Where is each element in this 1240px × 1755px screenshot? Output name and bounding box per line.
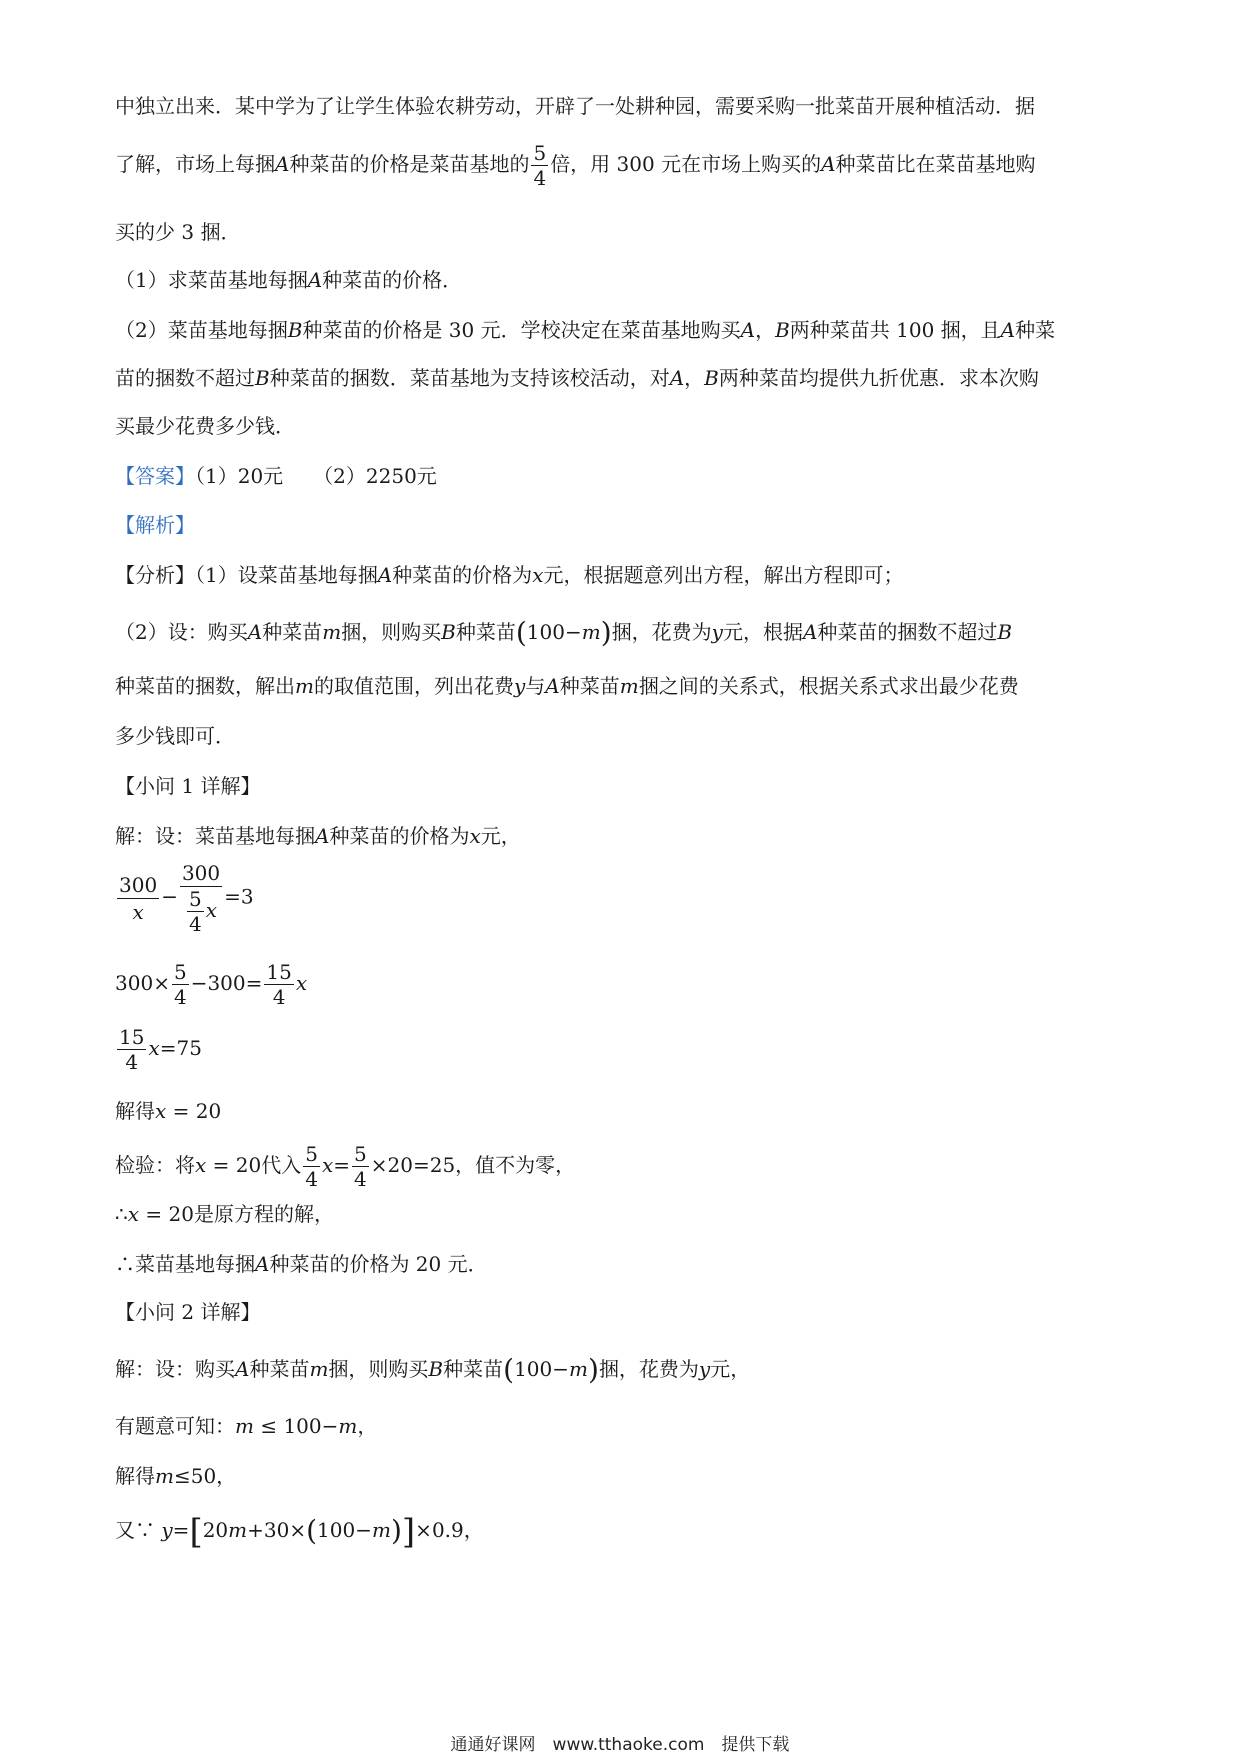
problem-line-1: 中独立出来．某中学为了让学生体验农耕劳动，开辟了一处耕种园，需要采购一批菜苗开展种植活动．据 xyxy=(115,94,1035,118)
answer-label: 【答案】 xyxy=(115,464,195,488)
inequality: 有题意可知：m ≤ 100−m， xyxy=(115,1414,378,1438)
part2-title: 【小问 2 详解】 xyxy=(115,1300,261,1324)
therefore-2: ∴菜苗基地每捆A种菜苗的价格为 20 元． xyxy=(115,1252,488,1276)
cost-formula: 又∵ y=[20m+30×(100−m)]×0.9， xyxy=(115,1512,484,1552)
answer-line: 【答案】（1）20元 （2）2250元 xyxy=(115,464,437,488)
part1-setup: 解：设：菜苗基地每捆A种菜苗的价格为x元， xyxy=(115,824,521,848)
analysis-label: 【解析】 xyxy=(115,513,195,537)
check-line: 检验：将x = 20代入 $\frac{5}{4}$ x= $\frac{5}{4}$ ×20=25，值不为零， xyxy=(115,1142,576,1191)
solve-m: 解得m≤50， xyxy=(115,1464,237,1488)
part1-title: 【小问 1 详解】 xyxy=(115,774,261,798)
equation-1: $\frac{300}{x}$ − 300 $\frac{5}{4}$ x =3 xyxy=(119,861,254,936)
therefore-1: ∴x = 20是原方程的解， xyxy=(115,1202,334,1226)
analysis-line-4: 多少钱即可． xyxy=(115,724,235,748)
equation-2: 300× $\frac{5}{4}$ −300= $\frac{15}{4}$ x xyxy=(115,960,308,1009)
solve-x: 解得x = 20 xyxy=(115,1099,222,1123)
part2-setup: 解：设：购买A种菜苗m捆，则购买B种菜苗(100−m)捆，花费为y元， xyxy=(115,1353,751,1386)
question-2-line-2: 苗的捆数不超过B种菜苗的捆数．菜苗基地为支持该校活动，对A，B两种菜苗均提供九折优惠．求本次购 xyxy=(115,366,1039,390)
problem-line-3: 买的少 3 捆． xyxy=(115,220,241,244)
question-1: （1）求菜苗基地每捆A种菜苗的价格． xyxy=(115,268,463,292)
equation-3: $\frac{15}{4}$ x=75 xyxy=(119,1025,202,1074)
analysis-line-2: （2）设：购买A种菜苗m捆，则购买B种菜苗(100−m)捆，花费为y元，根据A种菜苗的捆数不超过B xyxy=(115,616,1013,649)
analysis-line-1: 【分析】（1）设菜苗基地每捆A种菜苗的价格为x元，根据题意列出方程，解出方程即可； xyxy=(115,563,904,587)
problem-line-2: 了解，市场上每捆A种菜苗的价格是菜苗基地的 $\frac{5}{4}$ 倍，用 300 元在市场上购买的A种菜苗比在菜苗基地购 xyxy=(115,141,1036,190)
question-2-line-1: （2）菜苗基地每捆B种菜苗的价格是 30 元．学校决定在菜苗基地购买A，B两种菜苗共 100 捆，且A种菜 xyxy=(115,318,1056,342)
question-2-line-3: 买最少花费多少钱． xyxy=(115,414,295,438)
analysis-line-3: 种菜苗的捆数，解出m的取值范围，列出花费y与A种菜苗m捆之间的关系式，根据关系式求出最少花费 xyxy=(115,674,1019,698)
footer-source: 通通好课网 www.tthaoke.com 提供下载 xyxy=(450,1735,790,1755)
